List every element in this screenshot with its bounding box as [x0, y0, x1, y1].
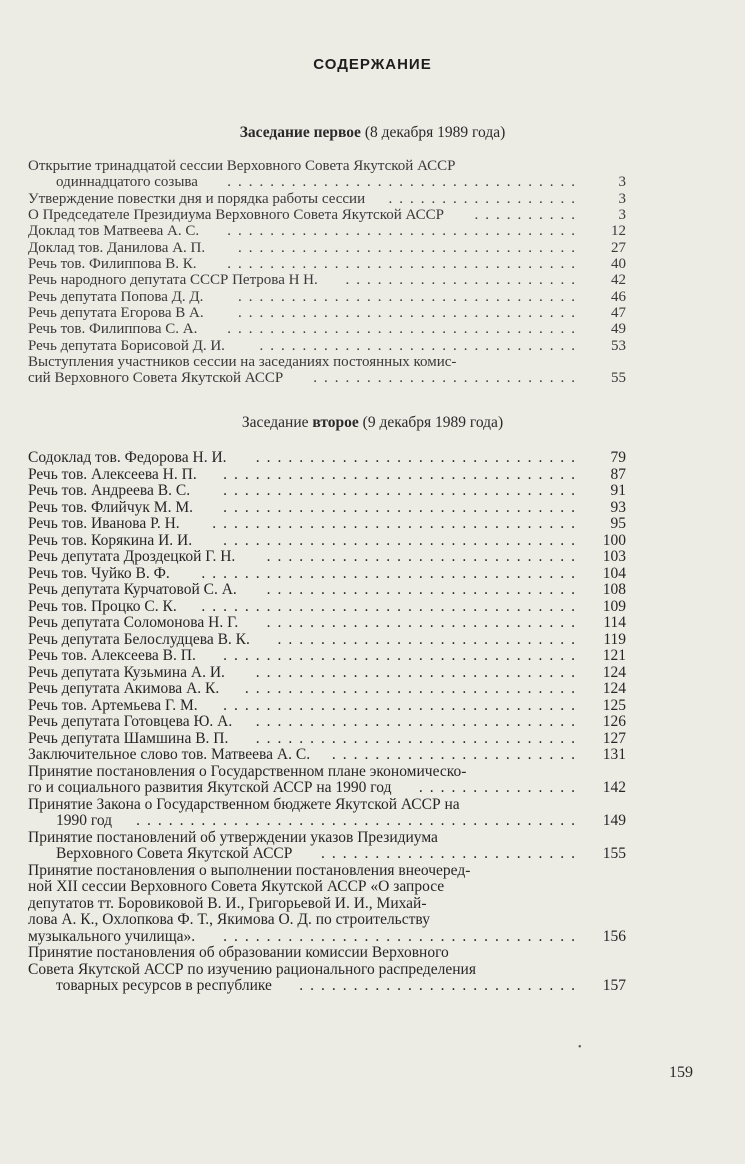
toc-line	[28, 599, 626, 616]
toc-line	[28, 566, 626, 583]
toc-line	[28, 731, 626, 748]
toc-entry-text: Речь депутата Белослудцева В. К.	[28, 630, 250, 648]
toc-entry-text: сий Верховного Совета Якутской АССР	[28, 370, 284, 387]
toc-line	[28, 158, 626, 174]
leader-dots: .................................	[223, 532, 582, 549]
toc-entry-text: Речь тов. Иванова Р. Н.	[28, 515, 180, 532]
toc-entry-text: Речь депутата Егорова В А.	[28, 305, 204, 322]
toc-entry-text: ной XII сессии Верховного Совета Якутской АССР «О запросе	[28, 878, 445, 895]
toc-entry-text: лова А. К., Охлопкова Ф. Т., Якимова О. Д. по строительству	[28, 911, 430, 928]
toc-page-number: 3	[618, 174, 626, 191]
toc-line	[28, 929, 626, 946]
toc-entry-text: Речь тов. Филиппова С. А.	[28, 321, 198, 338]
toc-entry-text: музыкального училища».	[28, 927, 196, 945]
leader-dots: .............................	[266, 615, 582, 631]
session2-heading-date: (9 декабря 1989 года)	[362, 414, 504, 431]
toc-line	[28, 962, 626, 979]
toc-line	[28, 945, 626, 962]
toc-page-number: 3	[618, 207, 626, 224]
toc-line	[28, 500, 626, 517]
toc-line	[28, 338, 626, 354]
toc-line	[28, 582, 626, 599]
leader-dots: ...............................	[244, 681, 582, 697]
toc-page-number: 12	[611, 223, 626, 240]
toc-line	[28, 223, 626, 239]
leader-dots: .............................	[266, 549, 582, 565]
leader-dots: ................................	[238, 288, 582, 305]
toc-page-number: 49	[611, 321, 626, 338]
leader-dots: .................................	[227, 321, 582, 338]
toc-line	[28, 191, 626, 207]
toc-page-number: 155	[602, 845, 626, 862]
page-number: 159	[669, 1064, 693, 1081]
toc-entry-text: Принятие постановления о Государственном плане экономическо-	[28, 762, 467, 780]
leader-dots: ..................................	[212, 516, 582, 532]
leader-dots: ..............................	[255, 450, 582, 466]
toc-line	[28, 747, 626, 764]
toc-entry-text: Выступления участников сессии на заседаниях постоянных комис-	[28, 354, 457, 371]
toc-entry-text: одиннадцатого созыва	[56, 174, 198, 191]
toc-page-number: 109	[602, 597, 626, 615]
leader-dots: .................................	[227, 256, 582, 273]
toc-line	[28, 370, 626, 386]
toc-page-number: 157	[602, 977, 626, 994]
toc-line	[28, 305, 626, 321]
toc-line	[28, 354, 626, 370]
toc-entry-text: Речь депутата Дроздецкой Г. Н.	[28, 548, 236, 565]
toc-line	[28, 879, 626, 896]
toc-entry-text: Речь депутата Соломонова Н. Г.	[28, 614, 239, 631]
toc-page-number: 47	[611, 305, 626, 322]
toc-entry-text: Речь тов. Филиппова В. К.	[28, 256, 197, 273]
toc-page-number: 156	[602, 927, 626, 945]
toc-line	[28, 240, 626, 256]
page-title: СОДЕРЖАНИЕ	[313, 56, 432, 73]
toc-line	[28, 483, 626, 500]
toc-entry-text: Речь депутата Акимова А. К.	[28, 680, 220, 697]
leader-dots: ...................................	[201, 565, 582, 582]
toc-entry-text: Речь депутата Готовцева Ю. А.	[28, 713, 233, 730]
toc-entry-text: Утверждение повестки дня и порядка работы сессии	[28, 190, 366, 207]
toc-entry-text: Речь депутата Курчатовой С. А.	[28, 581, 237, 598]
leader-dots: .........................	[313, 370, 582, 387]
toc-page-number: 124	[602, 680, 626, 697]
toc-page-number: 126	[602, 713, 626, 730]
toc-page-number: 91	[610, 482, 626, 499]
toc-line	[28, 698, 626, 715]
toc-entry-text: Речь тов. Флийчук М. М.	[28, 498, 193, 516]
toc-entry-text: Речь тов. Чуйко В. Ф.	[28, 564, 170, 582]
toc-line	[28, 714, 626, 731]
leader-dots: ......................	[345, 272, 582, 289]
toc-entry-text: Речь тов. Корякина И. И.	[28, 531, 193, 549]
session1-heading	[0, 124, 745, 142]
leader-dots: ........................	[321, 846, 582, 862]
leader-dots: .................................	[223, 648, 582, 664]
toc-page-number: 40	[611, 256, 626, 273]
toc-page-number: 125	[602, 696, 626, 714]
leader-dots: .................................	[227, 174, 582, 191]
leader-dots: ..........	[474, 207, 582, 224]
leader-dots: ..............................	[259, 337, 582, 354]
leader-dots: .........................................	[136, 813, 582, 829]
toc-line	[28, 174, 626, 190]
toc-page-number: 53	[611, 337, 626, 354]
toc-line	[28, 813, 626, 830]
toc-page-number: 108	[602, 581, 626, 598]
toc-line	[28, 863, 626, 880]
toc-page-number: 79	[610, 449, 626, 466]
toc-line	[28, 467, 626, 484]
toc-entry-text: товарных ресурсов в республике	[56, 977, 272, 994]
toc-entry-text: го и социального развития Якутской АССР на 1990 год	[28, 779, 392, 796]
toc-page-number: 131	[602, 746, 626, 763]
toc-entry-text: Речь тов. Процко С. К.	[28, 597, 177, 615]
session2-heading-label: второе	[312, 414, 359, 431]
leader-dots: .................................	[223, 928, 582, 945]
leader-dots: .......................	[331, 747, 582, 763]
leader-dots: .................................	[223, 499, 582, 516]
toc-entry-text: Речь тов. Алексеева Н. П.	[28, 465, 197, 483]
toc-line	[28, 256, 626, 272]
toc-entry-text: Речь депутата Шамшина В. П.	[28, 729, 229, 747]
toc-entry-text: Речь тов. Артемьева Г. М.	[28, 696, 198, 714]
toc-line	[28, 272, 626, 288]
toc-line	[28, 289, 626, 305]
toc-line	[28, 615, 626, 632]
leader-dots: .................................	[223, 466, 582, 483]
toc-page-number: 127	[602, 729, 626, 747]
toc-page-number: 55	[611, 370, 626, 387]
session2-toc	[28, 450, 626, 995]
toc-line	[28, 321, 626, 337]
toc-line	[28, 978, 626, 995]
leader-dots: ...............	[418, 780, 582, 796]
toc-entry-text: Принятие постановлений об утверждении указов Президиума	[28, 828, 438, 846]
leader-dots: .................................	[227, 223, 582, 240]
toc-line	[28, 648, 626, 665]
leader-dots: ................................	[238, 305, 582, 322]
toc-entry-text: Речь депутата Попова Д. Д.	[28, 288, 204, 305]
toc-entry-text: Доклад тов Матвеева А. С.	[28, 223, 200, 240]
toc-page-number: 104	[602, 564, 626, 582]
toc-entry-text: Открытие тринадцатой сессии Верховного Совета Якутской АССР	[28, 158, 456, 174]
session2-heading-plain: Заседание	[241, 414, 309, 431]
toc-entry-text: Речь тов. Андреева В. С.	[28, 482, 191, 499]
toc-entry-text: О Председателе Президиума Верховного Совета Якутской АССР	[28, 207, 444, 224]
toc-page-number: 149	[602, 812, 626, 829]
toc-entry-text: Принятие Закона о Государственном бюджете Якутской АССР на	[28, 795, 460, 813]
toc-entry-text: Содоклад тов. Федорова Н. И.	[28, 449, 227, 466]
leader-dots: ..........................	[299, 978, 582, 994]
toc-entry-text: Речь тов. Алексеева В. П.	[28, 647, 196, 664]
toc-entry-text: Верховного Совета Якутской АССР	[56, 845, 293, 862]
toc-entry-text: 1990 год	[56, 812, 113, 829]
toc-entry-text: Принятие постановления о выполнении постановления внеочеред-	[28, 861, 471, 879]
toc-line	[28, 797, 626, 814]
margin-mark: •	[578, 1042, 582, 1053]
toc-line	[28, 665, 626, 682]
leader-dots: ................................	[238, 239, 582, 256]
toc-page-number: 42	[611, 272, 626, 289]
toc-line	[28, 830, 626, 847]
toc-line	[28, 764, 626, 781]
toc-line	[28, 681, 626, 698]
leader-dots: ..............................	[255, 664, 582, 681]
toc-page-number: 124	[602, 663, 626, 681]
toc-line	[28, 846, 626, 863]
leader-dots: ...................................	[201, 598, 582, 615]
toc-page-number: 100	[602, 531, 626, 549]
toc-entry-text: депутатов тт. Боровиковой В. И., Григорьевой И. И., Михай-	[28, 894, 427, 912]
leader-dots: ............................	[277, 631, 582, 648]
toc-entry-text: Речь депутата Борисовой Д. И.	[28, 337, 225, 354]
toc-page-number: 119	[603, 630, 626, 648]
leader-dots: .................................	[223, 697, 582, 714]
leader-dots: ..............................	[255, 730, 582, 747]
toc-page-number: 114	[603, 614, 626, 631]
toc-entry-text: Доклад тов. Данилова А. П.	[28, 239, 206, 256]
toc-page-number: 46	[611, 288, 626, 305]
toc-entry-text: Речь народного депутата СССР Петрова Н Н.	[28, 272, 318, 289]
toc-entry-text: Совета Якутской АССР по изучению рационального распределения	[28, 960, 476, 978]
session1-toc	[28, 158, 626, 387]
leader-dots: ..............................	[255, 714, 582, 730]
toc-entry-text: Принятие постановления об образовании комиссии Верховного	[28, 944, 449, 961]
leader-dots: .............................	[266, 582, 582, 598]
toc-line	[28, 896, 626, 913]
toc-page-number: 121	[602, 647, 626, 664]
toc-line	[28, 632, 626, 649]
toc-line	[28, 780, 626, 797]
session1-heading-date: (8 декабря 1989 года)	[364, 124, 506, 141]
toc-line	[28, 549, 626, 566]
toc-page-number: 27	[611, 239, 626, 256]
toc-page-number: 95	[610, 515, 626, 532]
toc-line	[28, 533, 626, 550]
toc-page-number: 103	[602, 548, 626, 565]
session2-heading	[0, 414, 745, 432]
session1-heading-label: Заседание первое	[239, 124, 361, 141]
leader-dots: .................................	[223, 483, 582, 499]
leader-dots: ..................	[388, 190, 582, 207]
toc-page-number: 93	[610, 498, 626, 516]
toc-page-number: 87	[610, 465, 626, 483]
toc-entry-text: Речь депутата Кузьмина А. И.	[28, 663, 225, 681]
toc-line	[28, 207, 626, 223]
toc-page-number: 142	[602, 779, 626, 796]
toc-line	[28, 450, 626, 467]
toc-page-number: 3	[618, 190, 626, 207]
toc-line	[28, 516, 626, 533]
toc-entry-text: Заключительное слово тов. Матвеева А. С.	[28, 746, 311, 763]
toc-line	[28, 912, 626, 929]
